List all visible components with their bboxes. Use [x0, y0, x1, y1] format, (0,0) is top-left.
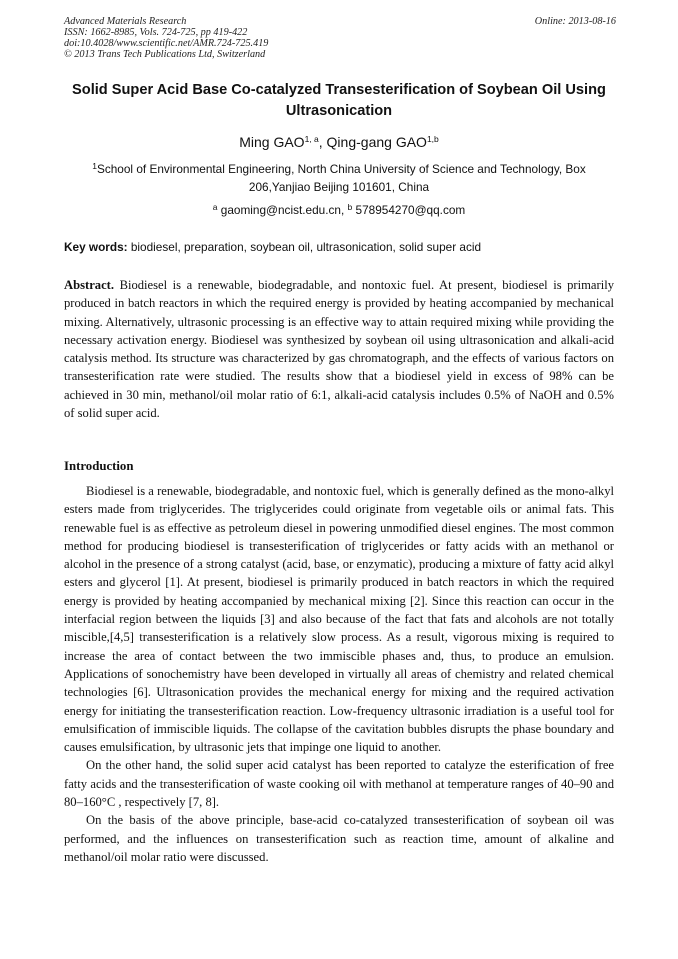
copyright-line: © 2013 Trans Tech Publications Ltd, Switzerland — [64, 49, 266, 60]
abstract-text: Biodiesel is a renewable, biodegradable, and nontoxic fuel. At present, biodiesel is primarily produced in batch reactors in which the required energy is provided by heating accompanied by mechanical mixing. Alternatively, ultrasonic processing is an effective way to attain required mixing while providing the necessary activation energy. Biodiesel was synthesized by soybean oil using ultrasonication and alkali-acid catalysis method. Its structure was characterized by gas chromatograph, and the effects of various factors on transesterification rate were studied. The results show that a biodiesel yield in excess of 98% can be achieved in 30 min, methanol/oil molar ratio of 6:1, alkali-acid catalysis includes 0.5% of NaOH and 0.5% of solid super acid. — [64, 278, 615, 421]
affiliation-superscript: 1 — [92, 161, 97, 171]
paper-title: Solid Super Acid Base Co-catalyzed Transesterification of Soybean Oil Using Ultrasonication — [72, 82, 606, 119]
affiliation — [70, 160, 608, 196]
paragraph: On the basis of the above principle, base-acid co-catalyzed transesterification of soybean oil was performed, and the influences on transesterification such as reaction time, amount of alkaline and methanol/oil molar ratio were discussed. — [64, 813, 614, 864]
issn-line: ISSN: 1662-8985, Vols. 724-725, pp 419-422 — [64, 27, 248, 38]
paragraph: Biodiesel is a renewable, biodegradable, and nontoxic fuel, which is generally defined as the mono-alkyl esters made from triglycerides. The triglycerides could originate from vegetable oils or animal fats. This renewable fuel is as effective as petroleum diesel in powering unmodified diesel engines. The most common method for producing biodiesel is transesterification of triglycerides or fatty acids with an methanol or alcohol in the presence of a strong catalyst (acid, base, or enzymatic), producing a mixture of fatty acid alkyl esters and glycerol [1]. At present, biodiesel is primarily produced in batch reactors in which the required energy is provided by heating accompanied by mechanical mixing [2]. Since this reaction can occur in the interfacial region between the liquids [3] and also because of the fact that fats and alcohols are not totally miscible,[4,5] transesterification is a relatively slow process. As a result, vigorous mixing is required to increase the area of contact between the two immiscible phases and, thus, to produce an emulsion. Applications of sonochemistry have been developed in virtually all areas of chemistry and related chemical technologies [6]. Ultrasonication provides the mechanical energy for mixing and the required activation energy for initiating the transesterification reaction. Low-frequency ultrasonic irradiation is a useful tool for emulsification of immiscible liquids. The collapse of the cavitation bubbles disrupts the phase boundary and causes emulsification, by ultrasonic jets that impinge one liquid to another. — [64, 484, 614, 755]
email-superscript: a — [212, 202, 218, 212]
section-heading: Introduction — [64, 459, 134, 473]
author-separator: , — [318, 134, 327, 150]
author-name: Ming GAO — [239, 134, 305, 150]
author-superscript: 1,b — [426, 134, 439, 144]
keywords-text: biodiesel, preparation, soybean oil, ultrasonication, solid super acid — [130, 240, 482, 254]
email-link[interactable]: gaoming@ncist.edu.cn, — [220, 203, 345, 217]
author-name: Qing-gang GAO — [326, 134, 427, 150]
doi-line: doi:10.4028/www.scientific.net/AMR.724-725.419 — [64, 38, 269, 49]
author-list — [0, 132, 678, 152]
abstract-label: Abstract. — [64, 278, 115, 292]
email-link[interactable]: 578954270@qq.com — [355, 203, 466, 217]
author-superscript: 1, a — [304, 134, 319, 144]
keywords-label: Key words: — [64, 240, 128, 254]
abstract — [64, 276, 614, 422]
journal-name: Advanced Materials Research — [64, 16, 187, 27]
introduction-body — [64, 482, 614, 866]
keywords — [64, 239, 618, 255]
affiliation-text: School of Environmental Engineering, North China University of Science and Technology, Box 206,Yanjiao Beijing 101601, China — [96, 162, 586, 194]
email-superscript: b — [347, 202, 353, 212]
journal-header — [64, 16, 616, 60]
paragraph: On the other hand, the solid super acid catalyst has been reported to catalyze the esterification of free fatty acids and the transesterification of waste cooking oil with methanol at temperature ranges of 40–90 and 80–160°C , respectively [7, 8]. — [64, 758, 614, 810]
online-date: Online: 2013-08-16 — [534, 16, 616, 27]
author-emails — [0, 202, 678, 218]
